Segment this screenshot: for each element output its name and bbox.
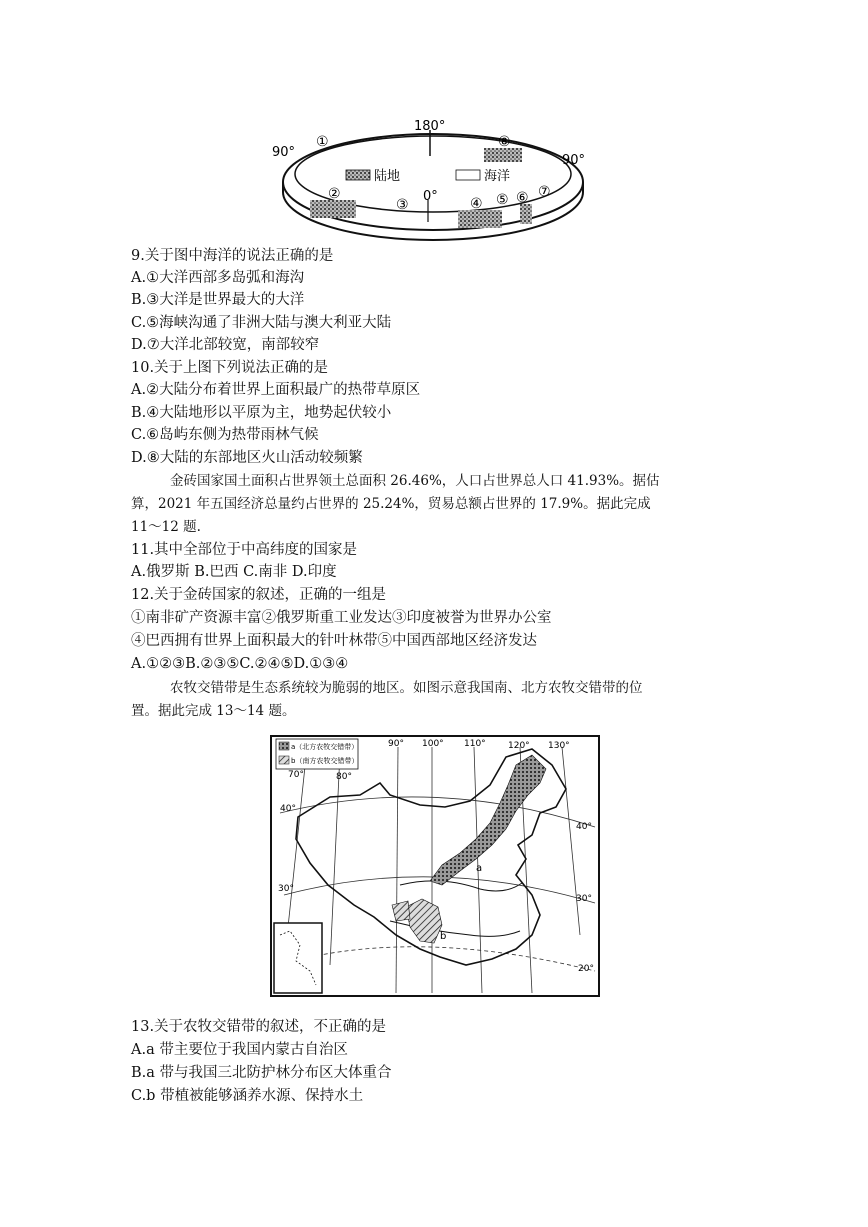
label-180: 180° — [414, 119, 446, 134]
legend-land-swatch — [346, 170, 370, 180]
lon-label-130: 130° — [548, 741, 570, 751]
q13-option-a: A.a 带主要位于我国内蒙古自治区 — [131, 1042, 348, 1058]
lon-label-100: 100° — [422, 739, 444, 749]
south-china-sea-inset — [274, 923, 322, 993]
legend-ocean-swatch — [456, 170, 480, 180]
lon-label-80: 80° — [336, 772, 352, 782]
q12-items-2: ④巴西拥有世界上面积最大的针叶林带⑤中国西部地区经济发达 — [131, 633, 537, 649]
band-label-b: b — [440, 931, 447, 942]
q12-options: A.①②③B.②③⑤C.②④⑤D.①③④ — [131, 656, 349, 672]
q12-items-1: ①南非矿产资源丰富②俄罗斯重工业发达③印度被誉为世界办公室 — [131, 610, 552, 626]
q13-option-b: B.a 带与我国三北防护林分布区大体重合 — [131, 1065, 392, 1081]
passage1-line3: 11～12 题. — [131, 519, 201, 535]
marker-4: ④ — [470, 196, 483, 212]
lon-label-90: 90° — [388, 739, 404, 749]
label-0: 0° — [423, 189, 438, 204]
q9-option-c: C.⑤海峡沟通了非洲大陆与澳大利亚大陆 — [131, 315, 392, 331]
q9-stem: 9.关于图中海洋的说法正确的是 — [131, 248, 334, 264]
lon-label-120: 120° — [508, 741, 530, 751]
lon-label-110: 110° — [464, 739, 486, 749]
q10-stem: 10.关于上图下列说法正确的是 — [131, 360, 329, 376]
q11-stem: 11.其中全部位于中高纬度的国家是 — [131, 542, 358, 558]
china-ecotone-map — [270, 735, 600, 997]
land-ocean-ring-diagram — [268, 100, 598, 250]
land-patch-8 — [484, 148, 522, 162]
q13-stem: 13.关于农牧交错带的叙述，不正确的是 — [131, 1019, 387, 1035]
marker-1: ① — [316, 134, 329, 150]
lat-label-40-right: 40° — [576, 822, 592, 832]
marker-7: ⑦ — [538, 184, 551, 200]
q11-options: A.俄罗斯 B.巴西 C.南非 D.印度 — [131, 564, 337, 580]
legend-b-label: b（南方农牧交错带） — [291, 757, 359, 765]
lat-label-30-right: 30° — [576, 894, 592, 904]
marker-3: ③ — [396, 197, 409, 213]
land-patch-2 — [310, 200, 356, 218]
passage2-line2: 置。据此完成 13～14 题。 — [131, 703, 296, 719]
marker-5: ⑤ — [496, 192, 509, 208]
land-patch-6 — [520, 204, 532, 224]
q9-option-a: A.①大洋西部多岛弧和海沟 — [131, 270, 305, 286]
lon-label-70: 70° — [288, 770, 304, 780]
marker-2: ② — [328, 186, 341, 202]
passage1-line2: 算，2021 年五国经济总量约占世界的 25.24%，贸易总额占世界的 17.9%。据此完成 — [131, 496, 651, 512]
q9-option-b: B.③大洋是世界最大的大洋 — [131, 292, 305, 308]
lat-label-40-left: 40° — [280, 804, 296, 814]
legend-land-label: 陆地 — [374, 169, 401, 184]
legend-a-label: a（北方农牧交错带） — [291, 743, 359, 751]
band-label-a: a — [476, 863, 483, 874]
q10-option-b: B.④大陆地形以平原为主，地势起伏较小 — [131, 405, 392, 421]
passage2-line1: 农牧交错带是生态系统较为脆弱的地区。如图示意我国南、北方农牧交错带的位 — [170, 680, 643, 696]
q10-option-a: A.②大陆分布着世界上面积最广的热带草原区 — [131, 382, 421, 398]
q12-stem: 12.关于金砖国家的叙述，正确的一组是 — [131, 587, 387, 603]
lat-label-20: 20° — [578, 964, 594, 974]
label-90-right: 90° — [562, 153, 586, 168]
land-patch-4 — [458, 210, 502, 228]
q9-option-d: D.⑦大洋北部较宽，南部较窄 — [131, 337, 320, 353]
marker-8: ⑧ — [498, 134, 511, 150]
legend-ocean-label: 海洋 — [484, 169, 511, 184]
q13-option-c: C.b 带植被能够涵养水源、保持水土 — [131, 1088, 364, 1104]
q10-option-c: C.⑥岛屿东侧为热带雨林气候 — [131, 427, 319, 443]
label-90-left: 90° — [272, 145, 296, 160]
lat-label-30-left: 30° — [278, 884, 294, 894]
passage1-line1: 金砖国家国土面积占世界领土总面积 26.46%，人口占世界总人口 41.93%。据估 — [170, 473, 660, 489]
marker-6: ⑥ — [516, 190, 529, 206]
q10-option-d: D.⑧大陆的东部地区火山活动较频繁 — [131, 450, 363, 466]
